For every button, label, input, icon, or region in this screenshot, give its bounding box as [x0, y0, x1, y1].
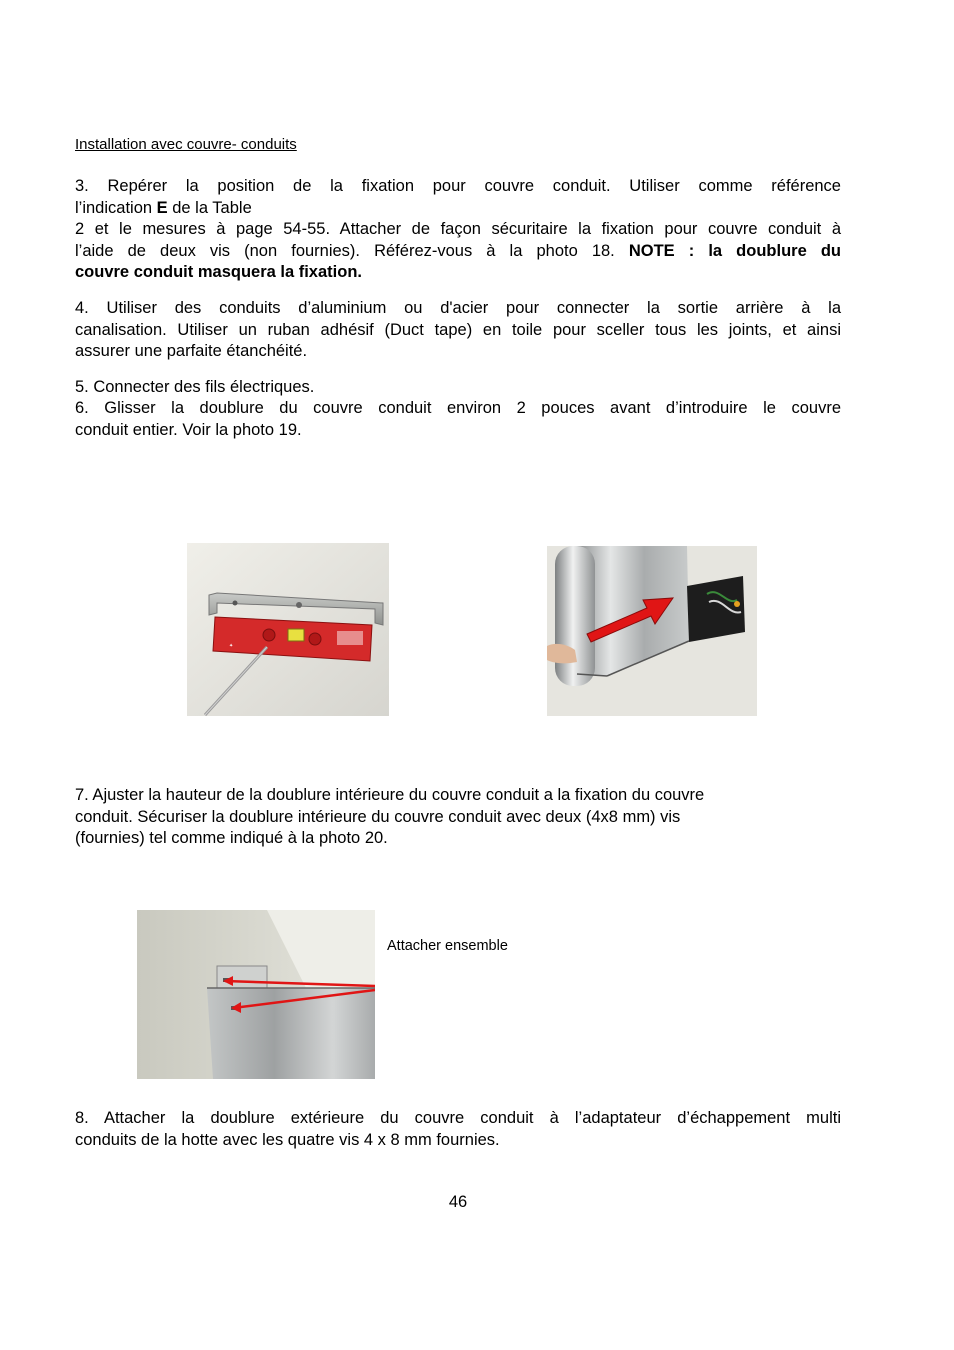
- step-7-line: (fournies) tel comme indiqué à la photo 20.: [75, 829, 388, 847]
- step-4-line: assurer une parfaite étanchéité.: [75, 342, 308, 360]
- step-8-line: 8. Attacher la doublure extérieure du couvre conduit à l’adaptateur d’échappement multi: [75, 1109, 841, 1127]
- step-7-line: conduit. Sécuriser la doublure intérieure du couvre conduit avec deux (4x8 mm) vis: [75, 807, 681, 826]
- photo-18-bracket-level: [187, 543, 389, 716]
- note-text: NOTE : la doublure du: [628, 241, 841, 260]
- svg-text:✦: ✦: [229, 643, 234, 649]
- bold-text-run: E: [156, 198, 168, 217]
- note-text: couvre conduit masquera la fixation.: [75, 263, 362, 281]
- step-4-line: 4. Utiliser des conduits d’aluminium ou d'acier pour connecter la sortie arrière à la: [75, 299, 841, 317]
- photo-20-liner-attach: [137, 910, 375, 1079]
- text-run: l’indication: [75, 198, 157, 217]
- step-8-line: conduits de la hotte avec les quatre vis 4 x 8 mm fournies.: [75, 1130, 500, 1149]
- step-3-line: 2 et le mesures à page 54-55. Attacher de façon sécuritaire la fixation pour couvre conduit à: [75, 220, 841, 238]
- photo-20-image: [137, 910, 375, 1079]
- text-run: de la Table: [167, 198, 252, 217]
- photo-19-image: [547, 546, 757, 716]
- step-4-paragraph: [75, 298, 841, 363]
- step-7-paragraph: [75, 785, 841, 850]
- step-6-line: conduit entier. Voir la photo 19.: [75, 420, 302, 439]
- step-3-line: [75, 262, 841, 284]
- step-8-paragraph: [75, 1108, 841, 1151]
- page-number: 46: [448, 1193, 468, 1211]
- step-3-line: [75, 241, 841, 263]
- section-title: Installation avec couvre- conduits: [75, 136, 297, 153]
- photo-20-caption: Attacher ensemble: [387, 938, 508, 954]
- step-4-line: canalisation. Utiliser un ruban adhésif (Duct tape) en toile pour sceller tous les joints, et ainsi: [75, 320, 841, 339]
- photo-18-image: [187, 543, 389, 716]
- step-5-line: 5. Connecter des fils électriques.: [75, 378, 315, 396]
- step-3-paragraph: [75, 176, 841, 284]
- photo-19-duct-cover: [547, 546, 757, 716]
- step-6-paragraph: [75, 398, 841, 441]
- step-7-line: 7. Ajuster la hauteur de la doublure intérieure du couvre conduit a la fixation du couvre: [75, 786, 705, 804]
- step-5-paragraph: [75, 377, 841, 399]
- text-run: l’aide de deux vis (non fournies). Référez-vous à la photo 18.: [75, 241, 629, 260]
- step-6-line: 6. Glisser la doublure du couvre conduit environ 2 pouces avant d’introduire le couvre: [75, 399, 841, 417]
- step-3-line: [75, 198, 841, 220]
- step-3-line: 3. Repérer la position de la fixation pour couvre conduit. Utiliser comme référence: [75, 177, 841, 195]
